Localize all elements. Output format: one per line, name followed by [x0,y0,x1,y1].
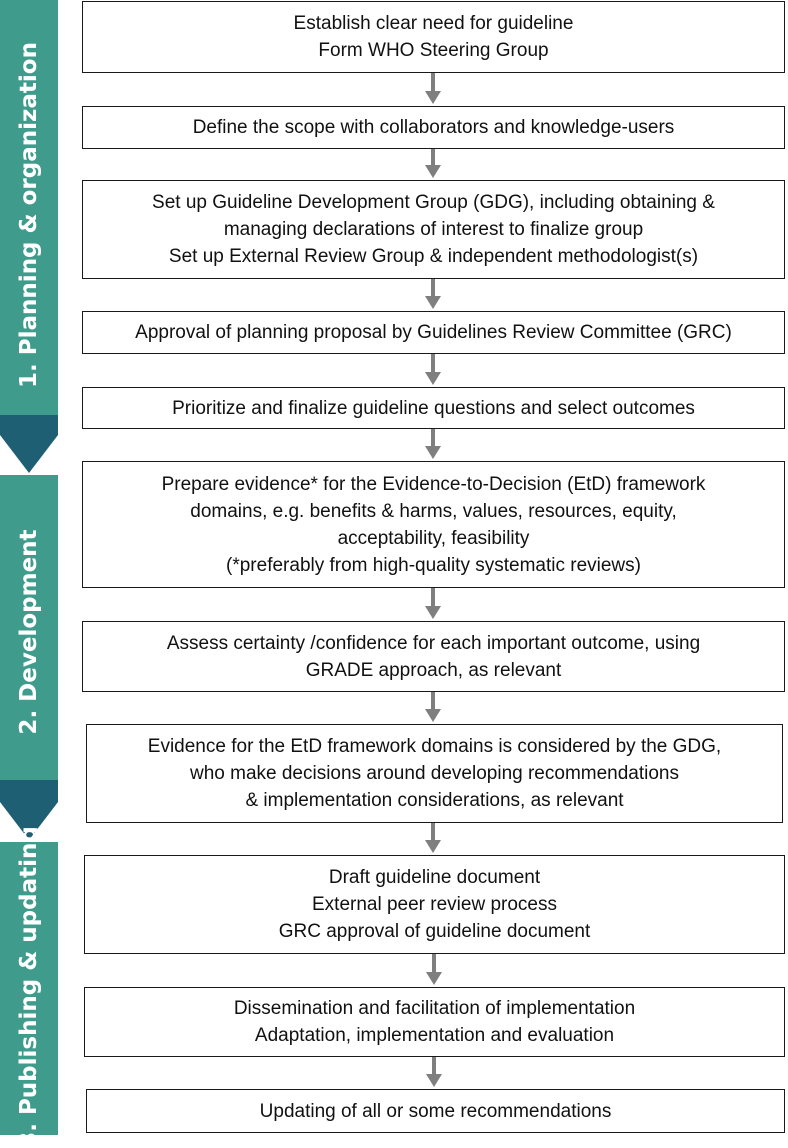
arrow-down-icon [423,823,443,855]
phase-bar-development [0,475,58,780]
step-box-gdg [82,180,785,279]
arrow-down-icon [423,73,443,106]
step-line: Define the scope with collaborators and knowledge-users [192,117,675,138]
step-line: domains, e.g. benefits & harms, values, resources, equity, [190,500,677,522]
phase-bar-publishing [0,826,58,1148]
step-box-prioritize [82,387,785,429]
step-line: & implementation considerations, as relevant [245,790,624,811]
phase-label-development: 2. Development [16,529,42,735]
arrow-down-icon [423,588,443,621]
step-box-approval [82,311,785,354]
step-line: (*preferably from high-quality systematic reviews) [226,554,641,576]
step-box-need [82,1,785,73]
arrow-down-icon [423,692,443,724]
step-line: Updating of all or some recommendations [259,1100,612,1122]
step-line: Establish clear need for guideline [293,13,574,34]
step-line: External peer review process [312,894,557,915]
phase-chevron-1 [0,415,58,473]
step-box-draft [84,855,785,954]
arrow-down-icon [423,429,443,461]
step-line: acceptability, feasibility [337,527,530,549]
step-line: Set up External Review Group & independent methodologist(s) [168,246,699,267]
step-line: Assess certainty /confidence for each important outcome, using [166,632,701,654]
arrow-down-icon [424,1057,444,1089]
step-box-certainty [82,621,785,692]
arrow-down-icon [423,279,443,311]
step-line: Prepare evidence* for the Evidence-to-Decision (EtD) framework [161,473,706,495]
step-line: Form WHO Steering Group [318,40,549,61]
step-line: Set up Guideline Development Group (GDG), including obtaining & [152,192,715,213]
step-box-decisions [86,724,783,823]
phase-label-publishing: 3. Publishing & updating [16,826,42,1148]
arrow-down-icon [424,954,444,987]
step-line: Adaptation, implementation and evaluation [254,1025,615,1046]
step-line: Draft guideline document [328,867,541,888]
step-line: Evidence for the EtD framework domains is considered by the GDG, [147,736,722,757]
step-line: managing declarations of interest to finalize group [223,219,644,240]
step-box-scope [82,106,785,149]
step-line: GRC approval of guideline document [278,921,591,942]
step-box-updating [86,1089,785,1133]
arrow-down-icon [423,354,443,387]
step-box-dissemination [84,987,785,1057]
step-line: GRADE approach, as relevant [305,659,562,681]
step-line: who make decisions around developing recommendations [189,763,679,784]
step-line: Approval of planning proposal by Guidelines Review Committee (GRC) [135,322,732,343]
step-box-evidence [82,461,785,588]
step-line: Prioritize and finalize guideline questions and select outcomes [172,397,695,419]
phase-bar-planning [0,0,58,415]
step-line: Dissemination and facilitation of implementation [233,998,636,1019]
arrow-down-icon [423,149,443,180]
phase-label-planning: 1. Planning & organization [16,42,42,388]
